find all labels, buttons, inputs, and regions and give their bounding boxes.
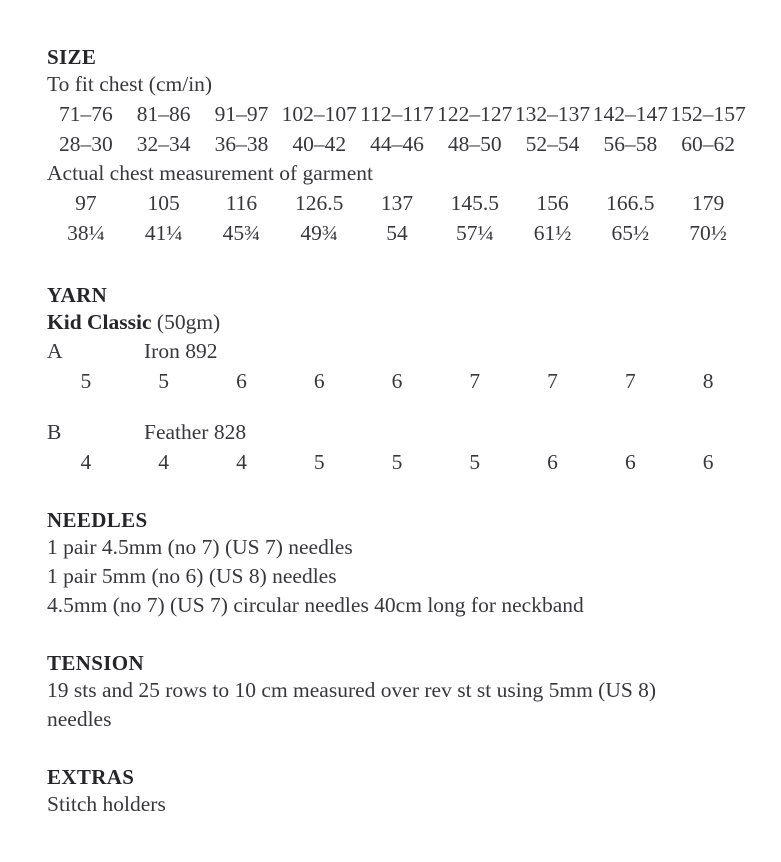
extras-heading: EXTRAS [47,765,135,789]
yarn-shade-b-balls-row [47,447,747,477]
actual-in-cell: 61½ [533,221,572,245]
yarn-shade-a-line [47,337,751,366]
to-fit-in-cell: 44–46 [370,132,424,156]
tension-heading: TENSION [47,651,144,675]
actual-in-cell: 41¼ [144,221,183,245]
yarn-shade-a-balls-row [47,366,747,396]
yarn-shade-a-name: Iron 892 [144,339,218,363]
needles-line: 1 pair 4.5mm (no 7) (US 7) needles [47,535,353,559]
yarn-b-ball-cell: 6 [702,450,714,474]
yarn-a-ball-cell: 7 [547,369,558,393]
size-heading: SIZE [47,45,97,69]
to-fit-in-cell: 60–62 [681,132,735,156]
actual-cm-cell: 137 [380,191,414,215]
actual-cm-cell: 166.5 [606,191,655,215]
actual-in-cell: 54 [386,221,408,245]
yarn-b-ball-cell: 5 [313,450,325,474]
yarn-shade-b-name: Feather 828 [144,420,247,444]
to-fit-cm-cell: 81–86 [136,102,191,126]
tension-section [47,650,751,734]
actual-in-cell: 38¼ [67,221,105,245]
yarn-shade-a-label: A [47,339,63,363]
needles-line: 4.5mm (no 7) (US 7) circular needles 40cm long for neckband [47,593,584,617]
needles-heading: NEEDLES [47,508,148,532]
yarn-b-ball-cell: 6 [547,450,558,474]
tension-text: 19 sts and 25 rows to 10 cm measured over rev st st using 5mm (US 8) needles [47,678,657,731]
to-fit-in-cell: 40–42 [292,132,347,156]
to-fit-cm-cell: 152–157 [670,102,746,126]
to-fit-in-cell: 28–30 [59,132,113,156]
actual-in-cell: 65½ [611,221,650,245]
extras-line: Stitch holders [47,792,166,816]
needles-section [47,507,751,620]
yarn-b-ball-cell: 4 [80,450,92,474]
yarn-a-ball-cell: 8 [702,369,714,393]
yarn-a-ball-cell: 7 [469,369,481,393]
actual-cm-cell: 116 [225,191,258,215]
needles-line: 1 pair 5mm (no 6) (US 8) needles [47,564,337,588]
to-fit-cm-cell: 102–107 [281,102,357,126]
to-fit-cm-cell: 112–117 [360,102,434,126]
extras-section [47,764,751,819]
actual-in-cell: 45¾ [222,221,261,245]
yarn-b-ball-cell: 4 [158,450,170,474]
yarn-b-ball-cell: 6 [624,450,636,474]
yarn-product-name: Kid Classic [47,310,152,334]
yarn-b-ball-cell: 5 [391,450,403,474]
actual-cm-cell: 126.5 [295,191,344,215]
to-fit-cm-cell: 122–127 [437,102,513,126]
actual-chest-cm-row [47,188,747,218]
to-fit-in-cell: 36–38 [214,132,269,156]
to-fit-cm-cell: 142–147 [592,102,668,126]
yarn-shade-b-line [47,418,751,447]
yarn-a-ball-cell: 6 [236,369,247,393]
yarn-ball-weight: (50gm) [156,310,221,334]
actual-in-cell: 70½ [689,221,727,245]
yarn-b-ball-cell: 5 [469,450,481,474]
yarn-heading: YARN [47,283,108,307]
actual-in-cell: 57¼ [455,221,494,245]
actual-in-cell: 49¾ [300,221,339,245]
to-fit-in-cell: 52–54 [525,132,580,156]
yarn-section [47,282,751,477]
to-fit-in-cell: 48–50 [447,132,502,156]
to-fit-chest-label: To fit chest (cm/in) [47,72,213,96]
yarn-b-ball-cell: 4 [236,450,247,474]
yarn-a-ball-cell: 5 [80,369,92,393]
actual-chest-label: Actual chest measurement of garment [47,161,373,185]
to-fit-cm-cell: 71–76 [59,102,113,126]
to-fit-in-cell: 32–34 [136,132,191,156]
to-fit-chest-cm-row [47,99,747,129]
actual-cm-cell: 179 [691,191,725,215]
yarn-a-ball-cell: 5 [158,369,170,393]
yarn-a-ball-cell: 7 [624,369,636,393]
to-fit-cm-cell: 132–137 [514,102,591,126]
actual-cm-cell: 145.5 [450,191,499,215]
to-fit-cm-cell: 91–97 [214,102,269,126]
yarn-shade-b-label: B [47,420,62,444]
actual-cm-cell: 105 [147,191,180,215]
actual-chest-in-row [47,218,747,248]
yarn-a-ball-cell: 6 [313,369,325,393]
yarn-a-ball-cell: 6 [391,369,403,393]
actual-cm-cell: 97 [75,191,97,215]
actual-cm-cell: 156 [536,191,569,215]
to-fit-in-cell: 56–58 [603,132,658,156]
size-section [47,44,751,248]
yarn-product-line [47,308,751,337]
to-fit-chest-in-row [47,129,747,159]
